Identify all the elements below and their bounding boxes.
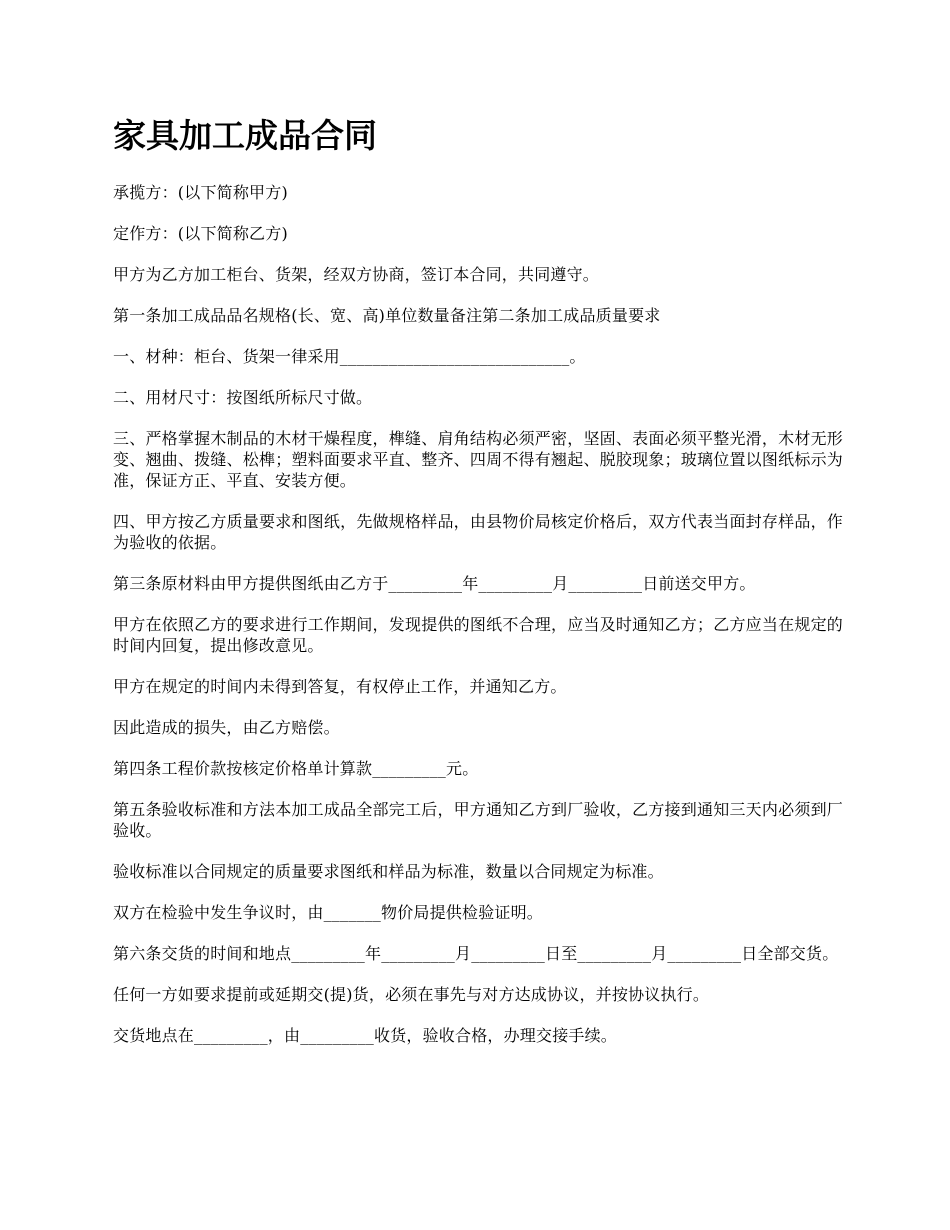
clause-quality: 三、严格掌握木制品的木材干燥程度，榫缝、肩角结构必须严密，坚固、表面必须平整光滑，木材无形变、翘曲、拨缝、松榫；塑料面要求平直、整齐、四周不得有翘起、脱胶现象；玻璃位置以图纸标示为准，保证方正、平直、安装方便。 <box>113 429 843 490</box>
article-6-location: 交货地点在_________，由_________收货，验收合格，办理交接手续。 <box>113 1026 618 1045</box>
document-page <box>113 108 843 1066</box>
clause-size: 二、用材尺寸：按图纸所标尺寸做。 <box>113 388 373 407</box>
party-contractor: 承揽方：(以下简称甲方) <box>113 183 288 202</box>
article-3: 第三条原材料由甲方提供图纸由乙方于_________年_________月_________日前送交甲方。 <box>113 574 756 593</box>
article-5: 第五条验收标准和方法本加工成品全部完工后，甲方通知乙方到厂验收，乙方接到通知三天内必须到厂验收。 <box>113 800 843 840</box>
article-3-drawings: 甲方在依照乙方的要求进行工作期间，发现提供的图纸不合理，应当及时通知乙方；乙方应当在规定的时间内回复，提出修改意见。 <box>113 615 843 655</box>
preamble: 甲方为乙方加工柜台、货架，经双方协商，签订本合同，共同遵守。 <box>113 265 600 284</box>
article-3-compensation: 因此造成的损失，由乙方赔偿。 <box>113 718 340 737</box>
document-title: 家具加工成品合同 <box>113 116 377 155</box>
party-client: 定作方：(以下简称乙方) <box>113 224 288 243</box>
clause-sample: 四、甲方按乙方质量要求和图纸，先做规格样品，由县物价局核定价格后，双方代表当面封存样品，作为验收的依据。 <box>113 512 843 552</box>
article-6: 第六条交货的时间和地点_________年_________月_________日至_________月_________日全部交货。 <box>113 944 839 963</box>
article-3-stop-work: 甲方在规定的时间内未得到答复，有权停止工作，并通知乙方。 <box>113 677 567 696</box>
article-1-2: 第一条加工成品品名规格(长、宽、高)单位数量备注第二条加工成品质量要求 <box>113 306 661 325</box>
article-5-standard: 验收标准以合同规定的质量要求图纸和样品为标准，数量以合同规定为标准。 <box>113 862 664 881</box>
article-4: 第四条工程价款按核定价格单计算款_________元。 <box>113 759 479 778</box>
clause-material: 一、材种：柜台、货架一律采用____________________________。 <box>113 347 586 366</box>
article-6-change: 任何一方如要求提前或延期交(提)货，必须在事先与对方达成协议，并按协议执行。 <box>113 985 710 1004</box>
article-5-dispute: 双方在检验中发生争议时，由_______物价局提供检验证明。 <box>113 903 544 922</box>
